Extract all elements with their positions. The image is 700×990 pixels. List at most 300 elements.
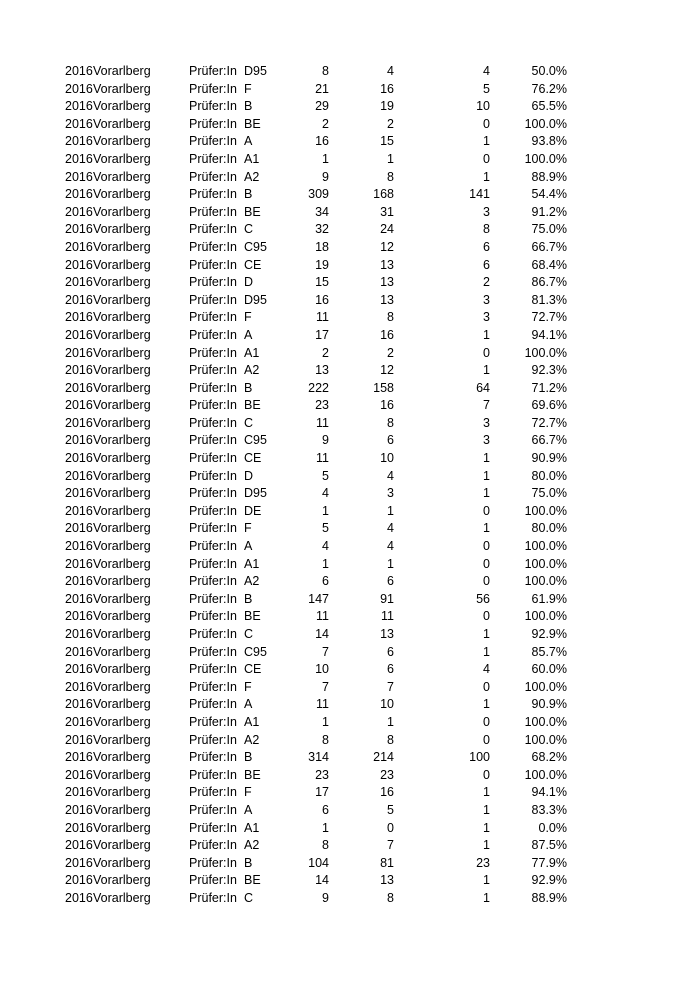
pass-rate-cell: 92.9% — [531, 873, 567, 888]
year-cell: 2016 — [65, 539, 93, 554]
passed-count-cell: 5 — [387, 802, 394, 817]
total-count-cell: 9 — [322, 169, 329, 184]
year-cell: 2016 — [65, 169, 93, 184]
region-cell: Vorarlberg — [93, 873, 151, 888]
passed-count-cell: 168 — [373, 187, 394, 202]
failed-count-cell: 64 — [476, 380, 490, 395]
year-cell: 2016 — [65, 679, 93, 694]
pass-rate-cell: 100.0% — [524, 116, 567, 131]
year-cell: 2016 — [65, 574, 93, 589]
failed-count-cell: 0 — [483, 767, 490, 782]
year-cell: 2016 — [65, 151, 93, 166]
total-count-cell: 11 — [316, 415, 329, 430]
passed-count-cell: 3 — [387, 486, 394, 501]
year-cell: 2016 — [65, 732, 93, 747]
role-cell: Prüfer:In — [189, 275, 237, 290]
region-cell: Vorarlberg — [93, 275, 151, 290]
year-cell: 2016 — [65, 521, 93, 536]
table-row — [0, 345, 700, 363]
pass-rate-cell: 87.5% — [531, 838, 567, 853]
pass-rate-cell: 65.5% — [531, 99, 567, 114]
failed-count-cell: 1 — [483, 521, 490, 536]
license-class-cell: F — [244, 310, 252, 325]
year-cell: 2016 — [65, 468, 93, 483]
pass-rate-cell: 68.4% — [531, 257, 567, 272]
region-cell: Vorarlberg — [93, 169, 151, 184]
license-class-cell: BE — [244, 609, 261, 624]
region-cell: Vorarlberg — [93, 433, 151, 448]
role-cell: Prüfer:In — [189, 257, 237, 272]
role-cell: Prüfer:In — [189, 81, 237, 96]
role-cell: Prüfer:In — [189, 838, 237, 853]
passed-count-cell: 4 — [387, 468, 394, 483]
region-cell: Vorarlberg — [93, 345, 151, 360]
license-class-cell: B — [244, 855, 253, 870]
table-row — [0, 661, 700, 679]
license-class-cell: A — [244, 327, 253, 342]
pass-rate-cell: 92.9% — [531, 627, 567, 641]
passed-count-cell: 158 — [373, 380, 394, 395]
pass-rate-cell: 76.2% — [531, 81, 567, 96]
failed-count-cell: 1 — [483, 890, 490, 905]
role-cell: Prüfer:In — [189, 116, 237, 131]
total-count-cell: 8 — [322, 838, 329, 853]
failed-count-cell: 100 — [469, 750, 490, 765]
passed-count-cell: 8 — [387, 415, 394, 430]
failed-count-cell: 1 — [483, 697, 490, 712]
failed-count-cell: 3 — [483, 415, 490, 430]
license-class-cell: BE — [244, 398, 261, 413]
failed-count-cell: 3 — [483, 204, 490, 219]
table-row — [0, 837, 700, 855]
total-count-cell: 14 — [315, 873, 329, 888]
region-cell: Vorarlberg — [93, 327, 151, 342]
license-class-cell: C — [244, 890, 254, 905]
year-cell: 2016 — [65, 310, 93, 325]
year-cell: 2016 — [65, 99, 93, 114]
data-table — [0, 63, 700, 908]
passed-count-cell: 8 — [387, 732, 394, 747]
passed-count-cell: 91 — [380, 591, 394, 606]
role-cell: Prüfer:In — [189, 363, 237, 378]
table-row — [0, 890, 700, 908]
failed-count-cell: 141 — [469, 187, 490, 202]
license-class-cell: F — [244, 521, 252, 536]
year-cell: 2016 — [65, 820, 93, 835]
pass-rate-cell: 94.1% — [531, 327, 567, 342]
region-cell: Vorarlberg — [93, 468, 151, 483]
failed-count-cell: 3 — [483, 433, 490, 448]
role-cell: Prüfer:In — [189, 697, 237, 712]
failed-count-cell: 6 — [483, 257, 490, 272]
pass-rate-cell: 100.0% — [524, 345, 567, 360]
failed-count-cell: 3 — [483, 310, 490, 325]
role-cell: Prüfer:In — [189, 468, 237, 483]
region-cell: Vorarlberg — [93, 134, 151, 149]
year-cell: 2016 — [65, 873, 93, 888]
year-cell: 2016 — [65, 767, 93, 782]
failed-count-cell: 0 — [483, 714, 490, 729]
region-cell: Vorarlberg — [93, 292, 151, 307]
failed-count-cell: 4 — [483, 662, 490, 677]
total-count-cell: 16 — [315, 292, 329, 307]
failed-count-cell: 0 — [483, 151, 490, 166]
table-row — [0, 749, 700, 767]
failed-count-cell: 1 — [483, 802, 490, 817]
pass-rate-cell: 66.7% — [531, 239, 567, 254]
table-row — [0, 397, 700, 415]
pass-rate-cell: 100.0% — [524, 574, 567, 589]
passed-count-cell: 10 — [380, 697, 394, 712]
pass-rate-cell: 90.9% — [531, 697, 567, 712]
table-row — [0, 63, 700, 81]
total-count-cell: 1 — [322, 503, 329, 518]
year-cell: 2016 — [65, 644, 93, 659]
region-cell: Vorarlberg — [93, 785, 151, 800]
table-row — [0, 309, 700, 327]
role-cell: Prüfer:In — [189, 890, 237, 905]
passed-count-cell: 16 — [380, 81, 394, 96]
region-cell: Vorarlberg — [93, 767, 151, 782]
year-cell: 2016 — [65, 64, 93, 78]
year-cell: 2016 — [65, 398, 93, 413]
total-count-cell: 9 — [322, 890, 329, 905]
total-count-cell: 7 — [322, 644, 329, 659]
table-row — [0, 503, 700, 521]
license-class-cell: CE — [244, 257, 262, 272]
table-row — [0, 81, 700, 99]
year-cell: 2016 — [65, 257, 93, 272]
passed-count-cell: 6 — [387, 644, 394, 659]
passed-count-cell: 7 — [387, 838, 394, 853]
pass-rate-cell: 100.0% — [524, 539, 567, 554]
region-cell: Vorarlberg — [93, 64, 151, 78]
pass-rate-cell: 50.0% — [531, 64, 567, 78]
year-cell: 2016 — [65, 714, 93, 729]
year-cell: 2016 — [65, 785, 93, 800]
role-cell: Prüfer:In — [189, 855, 237, 870]
passed-count-cell: 12 — [380, 363, 394, 378]
role-cell: Prüfer:In — [189, 345, 237, 360]
total-count-cell: 5 — [322, 468, 329, 483]
table-row — [0, 608, 700, 626]
failed-count-cell: 1 — [483, 785, 490, 800]
pass-rate-cell: 72.7% — [531, 415, 567, 430]
role-cell: Prüfer:In — [189, 662, 237, 677]
failed-count-cell: 7 — [483, 398, 490, 413]
failed-count-cell: 1 — [483, 451, 490, 466]
year-cell: 2016 — [65, 81, 93, 96]
pass-rate-cell: 72.7% — [531, 310, 567, 325]
failed-count-cell: 1 — [483, 468, 490, 483]
pass-rate-cell: 91.2% — [531, 204, 567, 219]
role-cell: Prüfer:In — [189, 714, 237, 729]
year-cell: 2016 — [65, 116, 93, 131]
passed-count-cell: 31 — [380, 204, 394, 219]
total-count-cell: 147 — [308, 591, 329, 606]
region-cell: Vorarlberg — [93, 187, 151, 202]
year-cell: 2016 — [65, 750, 93, 765]
passed-count-cell: 23 — [380, 767, 394, 782]
failed-count-cell: 3 — [483, 292, 490, 307]
failed-count-cell: 0 — [483, 345, 490, 360]
region-cell: Vorarlberg — [93, 363, 151, 378]
table-row — [0, 538, 700, 556]
license-class-cell: CE — [244, 662, 262, 677]
year-cell: 2016 — [65, 556, 93, 571]
pass-rate-cell: 88.9% — [531, 169, 567, 184]
year-cell: 2016 — [65, 363, 93, 378]
total-count-cell: 9 — [322, 433, 329, 448]
failed-count-cell: 1 — [483, 363, 490, 378]
total-count-cell: 11 — [316, 697, 329, 712]
total-count-cell: 11 — [316, 609, 329, 624]
pass-rate-cell: 80.0% — [531, 468, 567, 483]
total-count-cell: 23 — [315, 767, 329, 782]
total-count-cell: 1 — [322, 556, 329, 571]
total-count-cell: 5 — [322, 521, 329, 536]
year-cell: 2016 — [65, 451, 93, 466]
pass-rate-cell: 66.7% — [531, 433, 567, 448]
total-count-cell: 18 — [315, 239, 329, 254]
total-count-cell: 34 — [315, 204, 329, 219]
total-count-cell: 8 — [322, 64, 329, 78]
table-row — [0, 327, 700, 345]
failed-count-cell: 5 — [483, 81, 490, 96]
table-row — [0, 450, 700, 468]
region-cell: Vorarlberg — [93, 750, 151, 765]
passed-count-cell: 8 — [387, 310, 394, 325]
table-row — [0, 116, 700, 134]
total-count-cell: 4 — [322, 486, 329, 501]
passed-count-cell: 10 — [380, 451, 394, 466]
role-cell: Prüfer:In — [189, 239, 237, 254]
total-count-cell: 13 — [315, 363, 329, 378]
passed-count-cell: 4 — [387, 539, 394, 554]
table-row — [0, 591, 700, 609]
license-class-cell: C — [244, 415, 254, 430]
passed-count-cell: 13 — [380, 627, 394, 641]
passed-count-cell: 15 — [380, 134, 394, 149]
region-cell: Vorarlberg — [93, 609, 151, 624]
license-class-cell: A1 — [244, 714, 260, 729]
license-class-cell: B — [244, 750, 253, 765]
passed-count-cell: 6 — [387, 574, 394, 589]
license-class-cell: C95 — [244, 433, 267, 448]
failed-count-cell: 1 — [483, 873, 490, 888]
total-count-cell: 21 — [315, 81, 329, 96]
year-cell: 2016 — [65, 415, 93, 430]
pass-rate-cell: 69.6% — [531, 398, 567, 413]
failed-count-cell: 0 — [483, 574, 490, 589]
table-row — [0, 362, 700, 380]
role-cell: Prüfer:In — [189, 750, 237, 765]
year-cell: 2016 — [65, 486, 93, 501]
role-cell: Prüfer:In — [189, 169, 237, 184]
role-cell: Prüfer:In — [189, 486, 237, 501]
role-cell: Prüfer:In — [189, 873, 237, 888]
total-count-cell: 1 — [322, 714, 329, 729]
failed-count-cell: 0 — [483, 539, 490, 554]
region-cell: Vorarlberg — [93, 627, 151, 641]
license-class-cell: D95 — [244, 64, 267, 78]
table-row — [0, 415, 700, 433]
region-cell: Vorarlberg — [93, 239, 151, 254]
pass-rate-cell: 100.0% — [524, 151, 567, 166]
failed-count-cell: 1 — [483, 327, 490, 342]
role-cell: Prüfer:In — [189, 591, 237, 606]
role-cell: Prüfer:In — [189, 521, 237, 536]
region-cell: Vorarlberg — [93, 802, 151, 817]
license-class-cell: A1 — [244, 820, 260, 835]
passed-count-cell: 2 — [387, 345, 394, 360]
pass-rate-cell: 61.9% — [531, 591, 567, 606]
region-cell: Vorarlberg — [93, 662, 151, 677]
table-row — [0, 520, 700, 538]
role-cell: Prüfer:In — [189, 820, 237, 835]
pass-rate-cell: 85.7% — [531, 644, 567, 659]
failed-count-cell: 0 — [483, 116, 490, 131]
license-class-cell: D95 — [244, 292, 267, 307]
table-row — [0, 556, 700, 574]
pass-rate-cell: 93.8% — [531, 134, 567, 149]
license-class-cell: F — [244, 679, 252, 694]
year-cell: 2016 — [65, 222, 93, 237]
region-cell: Vorarlberg — [93, 380, 151, 395]
passed-count-cell: 13 — [380, 257, 394, 272]
region-cell: Vorarlberg — [93, 644, 151, 659]
role-cell: Prüfer:In — [189, 99, 237, 114]
passed-count-cell: 6 — [387, 662, 394, 677]
failed-count-cell: 10 — [476, 99, 490, 114]
failed-count-cell: 2 — [483, 275, 490, 290]
license-class-cell: BE — [244, 873, 261, 888]
pass-rate-cell: 75.0% — [531, 486, 567, 501]
region-cell: Vorarlberg — [93, 574, 151, 589]
total-count-cell: 23 — [315, 398, 329, 413]
region-cell: Vorarlberg — [93, 556, 151, 571]
license-class-cell: C95 — [244, 644, 267, 659]
year-cell: 2016 — [65, 292, 93, 307]
total-count-cell: 16 — [315, 134, 329, 149]
pass-rate-cell: 100.0% — [524, 556, 567, 571]
passed-count-cell: 13 — [380, 873, 394, 888]
passed-count-cell: 16 — [380, 327, 394, 342]
year-cell: 2016 — [65, 855, 93, 870]
license-class-cell: A1 — [244, 151, 260, 166]
role-cell: Prüfer:In — [189, 134, 237, 149]
total-count-cell: 1 — [322, 151, 329, 166]
region-cell: Vorarlberg — [93, 151, 151, 166]
region-cell: Vorarlberg — [93, 855, 151, 870]
table-row — [0, 696, 700, 714]
license-class-cell: A — [244, 697, 253, 712]
year-cell: 2016 — [65, 433, 93, 448]
passed-count-cell: 7 — [387, 679, 394, 694]
failed-count-cell: 0 — [483, 732, 490, 747]
passed-count-cell: 0 — [387, 820, 394, 835]
failed-count-cell: 23 — [476, 855, 490, 870]
table-row — [0, 98, 700, 116]
year-cell: 2016 — [65, 380, 93, 395]
role-cell: Prüfer:In — [189, 609, 237, 624]
passed-count-cell: 1 — [387, 556, 394, 571]
region-cell: Vorarlberg — [93, 81, 151, 96]
region-cell: Vorarlberg — [93, 697, 151, 712]
total-count-cell: 29 — [315, 99, 329, 114]
region-cell: Vorarlberg — [93, 204, 151, 219]
license-class-cell: C — [244, 222, 254, 237]
total-count-cell: 11 — [316, 310, 329, 325]
license-class-cell: C95 — [244, 239, 267, 254]
failed-count-cell: 1 — [483, 838, 490, 853]
role-cell: Prüfer:In — [189, 415, 237, 430]
license-class-cell: A — [244, 134, 253, 149]
role-cell: Prüfer:In — [189, 292, 237, 307]
table-row — [0, 274, 700, 292]
table-row — [0, 820, 700, 838]
passed-count-cell: 16 — [380, 785, 394, 800]
total-count-cell: 1 — [322, 820, 329, 835]
license-class-cell: A — [244, 802, 253, 817]
pass-rate-cell: 100.0% — [524, 503, 567, 518]
total-count-cell: 7 — [322, 679, 329, 694]
role-cell: Prüfer:In — [189, 204, 237, 219]
license-class-cell: A — [244, 539, 253, 554]
role-cell: Prüfer:In — [189, 767, 237, 782]
table-row — [0, 784, 700, 802]
pass-rate-cell: 71.2% — [531, 380, 567, 395]
role-cell: Prüfer:In — [189, 802, 237, 817]
table-row — [0, 204, 700, 222]
failed-count-cell: 0 — [483, 556, 490, 571]
passed-count-cell: 16 — [380, 398, 394, 413]
total-count-cell: 17 — [315, 785, 329, 800]
year-cell: 2016 — [65, 802, 93, 817]
role-cell: Prüfer:In — [189, 187, 237, 202]
passed-count-cell: 19 — [380, 99, 394, 114]
pass-rate-cell: 92.3% — [531, 363, 567, 378]
region-cell: Vorarlberg — [93, 890, 151, 905]
role-cell: Prüfer:In — [189, 380, 237, 395]
region-cell: Vorarlberg — [93, 222, 151, 237]
region-cell: Vorarlberg — [93, 539, 151, 554]
license-class-cell: A1 — [244, 345, 260, 360]
total-count-cell: 222 — [308, 380, 329, 395]
role-cell: Prüfer:In — [189, 398, 237, 413]
license-class-cell: BE — [244, 767, 261, 782]
table-row — [0, 133, 700, 151]
total-count-cell: 8 — [322, 732, 329, 747]
license-class-cell: B — [244, 99, 253, 114]
license-class-cell: F — [244, 785, 252, 800]
total-count-cell: 32 — [315, 222, 329, 237]
failed-count-cell: 56 — [476, 591, 490, 606]
region-cell: Vorarlberg — [93, 99, 151, 114]
total-count-cell: 14 — [315, 627, 329, 641]
region-cell: Vorarlberg — [93, 503, 151, 518]
pass-rate-cell: 60.0% — [531, 662, 567, 677]
region-cell: Vorarlberg — [93, 398, 151, 413]
passed-count-cell: 2 — [387, 116, 394, 131]
pass-rate-cell: 100.0% — [524, 767, 567, 782]
pass-rate-cell: 90.9% — [531, 451, 567, 466]
license-class-cell: BE — [244, 204, 261, 219]
pass-rate-cell: 94.1% — [531, 785, 567, 800]
region-cell: Vorarlberg — [93, 714, 151, 729]
table-row — [0, 151, 700, 169]
failed-count-cell: 1 — [483, 134, 490, 149]
